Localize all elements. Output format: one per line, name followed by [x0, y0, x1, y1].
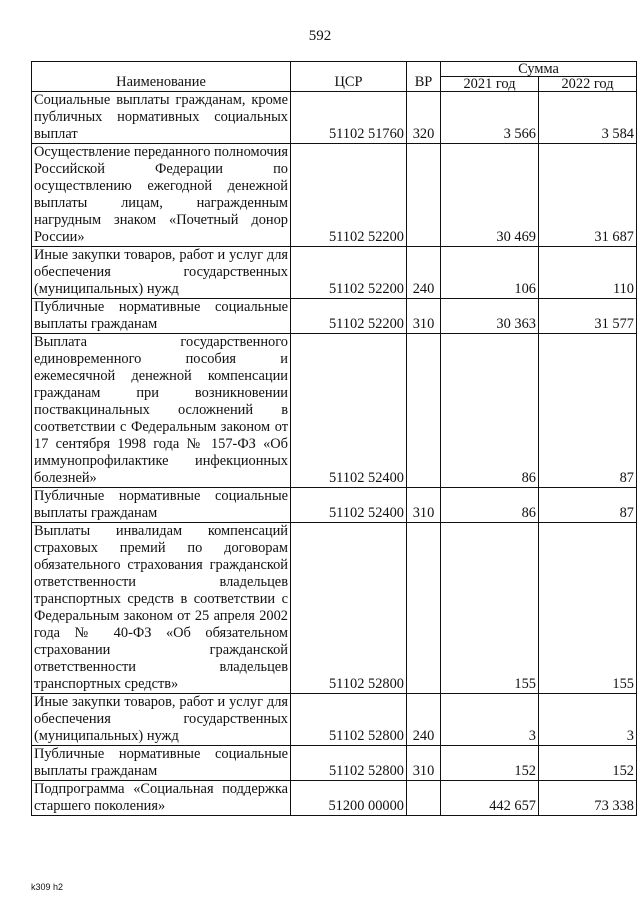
row-sum-2022: 155 [539, 523, 637, 694]
header-vr: ВР [407, 62, 441, 92]
budget-table [31, 61, 637, 816]
table-row [32, 334, 637, 488]
table-row [32, 247, 637, 299]
row-vr: 310 [407, 488, 441, 523]
header-sum: Сумма [441, 62, 637, 77]
table-row [32, 144, 637, 247]
row-csr: 51102 52400 [291, 488, 407, 523]
row-sum-2021: 442 657 [441, 781, 539, 816]
row-vr: 310 [407, 299, 441, 334]
row-sum-2021: 30 469 [441, 144, 539, 247]
table-row [32, 781, 637, 816]
header-row [32, 62, 637, 77]
row-sum-2022: 87 [539, 488, 637, 523]
table-row [32, 488, 637, 523]
row-name: Иные закупки товаров, работ и услуг для обеспечения государственных (муниципальных) нужд [32, 694, 291, 746]
table-row [32, 523, 637, 694]
row-name: Выплата государственного единовременного пособия и ежемесячной денежной компенсации гражданам при возникновении поствакцинальных осложнений в соответствии с Федеральным законом от 17 сентября 1998 года № 157-ФЗ «Об иммунопрофилактике инфекционных болезней» [32, 334, 291, 488]
row-vr [407, 334, 441, 488]
row-sum-2021: 152 [441, 746, 539, 781]
row-name: Осуществление переданного полномочия Российской Федерации по осуществлению ежегодной денежной выплаты лицам, награжденным нагрудным знаком «Почетный донор России» [32, 144, 291, 247]
table-row [32, 299, 637, 334]
row-sum-2021: 106 [441, 247, 539, 299]
row-sum-2021: 86 [441, 488, 539, 523]
header-year-2022: 2022 год [539, 77, 637, 92]
row-csr: 51102 52200 [291, 247, 407, 299]
row-sum-2022: 110 [539, 247, 637, 299]
row-name: Подпрограмма «Социальная поддержка старшего поколения» [32, 781, 291, 816]
row-vr: 320 [407, 92, 441, 144]
row-name: Иные закупки товаров, работ и услуг для обеспечения государственных (муниципальных) нужд [32, 247, 291, 299]
footer-code: k309 h2 [31, 882, 64, 892]
row-sum-2022: 87 [539, 334, 637, 488]
row-sum-2021: 3 [441, 694, 539, 746]
row-sum-2021: 155 [441, 523, 539, 694]
row-sum-2022: 3 [539, 694, 637, 746]
row-name: Публичные нормативные социальные выплаты гражданам [32, 299, 291, 334]
row-name: Публичные нормативные социальные выплаты гражданам [32, 746, 291, 781]
row-name: Выплаты инвалидам компенсаций страховых премий по договорам обязательного страхования гражданской ответственности владельцев транспортных средств в соответствии с Федеральным законом от 25 апреля 2002 года № 40-ФЗ «Об обязательном страховании гражданской ответственности владельцев транспортных средств» [32, 523, 291, 694]
row-sum-2022: 3 584 [539, 92, 637, 144]
row-vr [407, 523, 441, 694]
row-sum-2022: 31 687 [539, 144, 637, 247]
row-csr: 51200 00000 [291, 781, 407, 816]
row-vr: 240 [407, 247, 441, 299]
row-sum-2022: 31 577 [539, 299, 637, 334]
row-sum-2022: 73 338 [539, 781, 637, 816]
table-row [32, 694, 637, 746]
row-sum-2021: 30 363 [441, 299, 539, 334]
row-sum-2021: 3 566 [441, 92, 539, 144]
row-name: Социальные выплаты гражданам, кроме публичных нормативных социальных выплат [32, 92, 291, 144]
row-sum-2021: 86 [441, 334, 539, 488]
row-csr: 51102 52200 [291, 299, 407, 334]
row-csr: 51102 52800 [291, 746, 407, 781]
header-year-2021: 2021 год [441, 77, 539, 92]
header-name: Наименование [32, 62, 291, 92]
table-row [32, 92, 637, 144]
page-number: 592 [308, 28, 332, 44]
table-row [32, 746, 637, 781]
row-csr: 51102 52200 [291, 144, 407, 247]
row-name: Публичные нормативные социальные выплаты гражданам [32, 488, 291, 523]
row-csr: 51102 51760 [291, 92, 407, 144]
row-csr: 51102 52800 [291, 523, 407, 694]
row-csr: 51102 52800 [291, 694, 407, 746]
row-vr [407, 781, 441, 816]
row-vr: 240 [407, 694, 441, 746]
row-csr: 51102 52400 [291, 334, 407, 488]
header-csr: ЦСР [291, 62, 407, 92]
row-sum-2022: 152 [539, 746, 637, 781]
row-vr [407, 144, 441, 247]
row-vr: 310 [407, 746, 441, 781]
